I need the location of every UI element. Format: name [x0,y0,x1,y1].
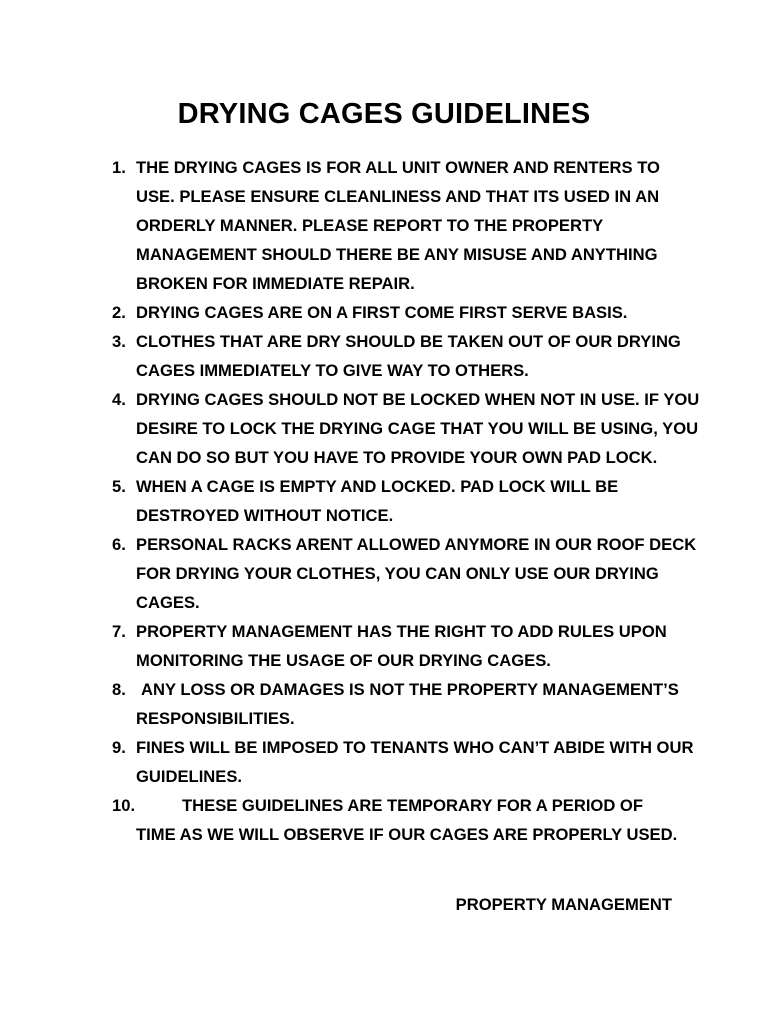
list-item-number: 2. [112,303,126,322]
list-item [112,153,702,298]
list-item [112,617,702,675]
list-item-number: 10. [112,796,136,815]
list-item-text: ANY LOSS OR DAMAGES IS NOT THE PROPERTY MANAGEMENT’S RESPONSIBILITIES. [136,680,679,728]
list-item-text: PROPERTY MANAGEMENT HAS THE RIGHT TO ADD RULES UPON MONITORING THE USAGE OF OUR DRYING CAGES. [136,622,667,670]
list-item-text-continued: TIME AS WE WILL OBSERVE IF OUR CAGES ARE PROPERLY USED. [136,825,678,844]
list-item-number: 5. [112,477,126,496]
page-title: DRYING CAGES GUIDELINES [177,98,591,130]
list-item [112,472,702,530]
list-item-number: 1. [112,158,126,177]
list-item-text: DRYING CAGES SHOULD NOT BE LOCKED WHEN NOT IN USE. IF YOU DESIRE TO LOCK THE DRYING CAGE THAT YOU WILL BE USING, YOU CAN DO SO BUT YOU HAVE TO PROVIDE YOUR OWN PAD LOCK. [136,390,700,467]
list-item [112,298,702,327]
list-item-number: 8. [112,680,126,699]
list-item [112,791,702,849]
list-item-text: THESE GUIDELINES ARE TEMPORARY FOR A PERIOD OF [182,796,643,815]
list-item-text: CLOTHES THAT ARE DRY SHOULD BE TAKEN OUT OF OUR DRYING CAGES IMMEDIATELY TO GIVE WAY TO OTHERS. [136,332,681,380]
signature: PROPERTY MANAGEMENT [455,895,672,914]
list-item-number: 3. [112,332,126,351]
list-item-text: DRYING CAGES ARE ON A FIRST COME FIRST SERVE BASIS. [136,303,628,322]
list-item [112,530,702,617]
guidelines-list [112,153,702,849]
list-item [112,327,702,385]
list-item-text: FINES WILL BE IMPOSED TO TENANTS WHO CAN’T ABIDE WITH OUR GUIDELINES. [136,738,694,786]
list-item-number: 6. [112,535,126,554]
list-item-text: WHEN A CAGE IS EMPTY AND LOCKED. PAD LOCK WILL BE DESTROYED WITHOUT NOTICE. [136,477,619,525]
list-item-number: 7. [112,622,126,641]
list-item-text: THE DRYING CAGES IS FOR ALL UNIT OWNER AND RENTERS TO USE. PLEASE ENSURE CLEANLINESS AND THAT ITS USED IN AN ORDERLY MANNER. PLEASE REPORT TO THE PROPERTY MANAGEMENT SHOULD THERE BE ANY MISUSE AND ANYTHING BROKEN FOR IMMEDIATE REPAIR. [136,158,660,293]
list-item-number: 9. [112,738,126,757]
list-item-text: PERSONAL RACKS ARENT ALLOWED ANYMORE IN OUR ROOF DECK FOR DRYING YOUR CLOTHES, YOU CAN ONLY USE OUR DRYING CAGES. [136,535,697,612]
list-item-number: 4. [112,390,126,409]
list-item [112,675,702,733]
list-item [112,385,702,472]
list-item [112,733,702,791]
